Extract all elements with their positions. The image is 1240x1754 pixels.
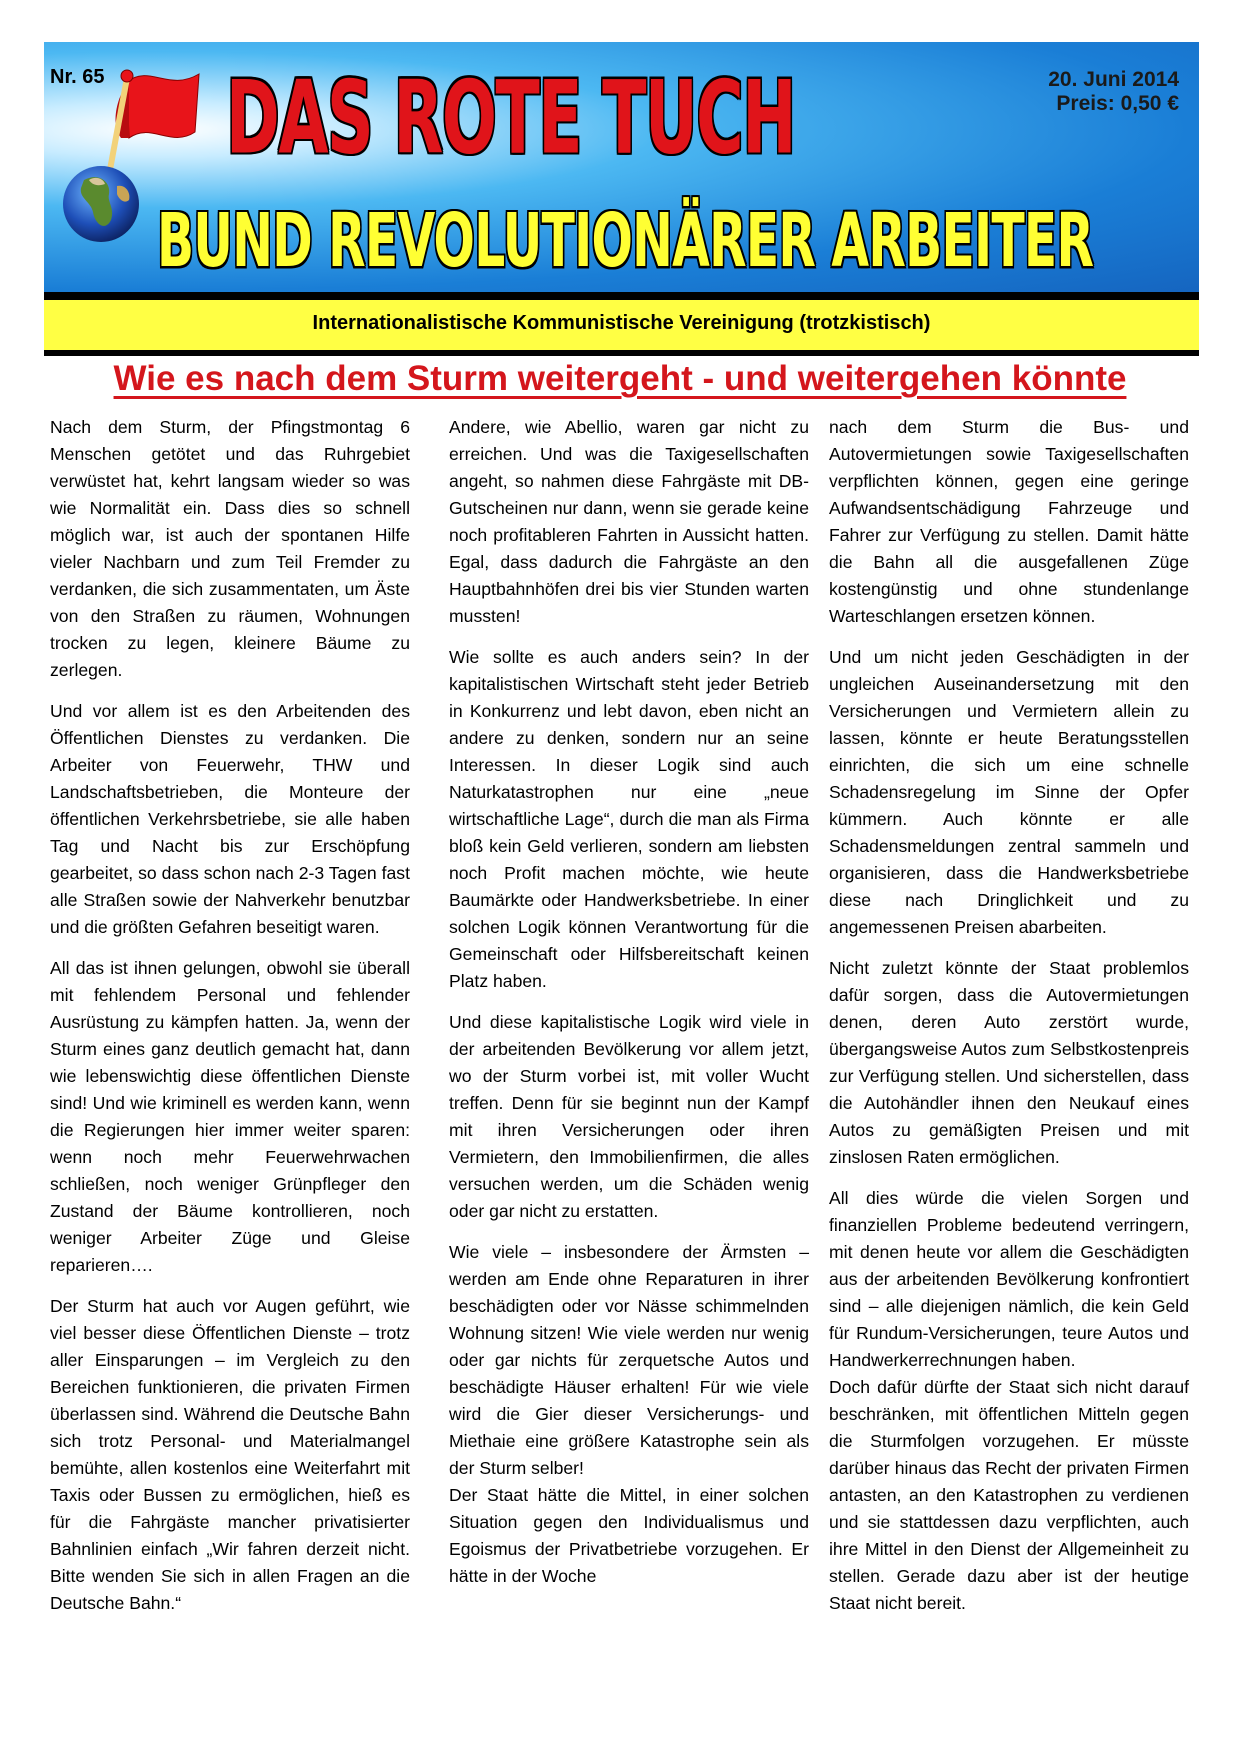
divider-bottom [44, 350, 1199, 356]
tagline: Internationalistische Kommunistische Vereinigung (trotzkistisch) [312, 312, 931, 334]
date-price-box [1048, 68, 1179, 116]
paragraph: Andere, wie Abellio, waren gar nicht zu erreichen. Und was die Taxigesellschaften angeht, so nahmen diese Fahrgäste mit DB-Gutscheinen nur dann, wenn sie gerade keine noch profitableren Fahrten in Aussicht hatten. Egal, dass dadurch die Fahrgäste an den Hauptbahnhöfen drei bis vier Stunden warten mussten! [449, 417, 809, 626]
paragraph: All dies würde die vielen Sorgen und finanziellen Probleme bedeutend verringern, mit denen heute vor allem die Geschädigten aus der arbeitenden Bevölkerung konfrontiert sind – alle diejenigen nämlich, die kein Geld für Rundum-Versicherungen, teure Autos und Handwerkerrechnungen haben. [829, 1188, 1189, 1370]
issue-price: Preis: 0,50 € [1056, 92, 1179, 115]
article-column-1 [50, 414, 410, 1631]
paragraph: Und vor allem ist es den Arbeitenden des Öffentlichen Dienstes zu verdanken. Die Arbeiter von Feuerwehr, THW und Landschaftsbetrieben, die Monteure der öffentlichen Verkehrsbetriebe, sie alle haben Tag und Nacht bis zur Erschöpfung gearbeitet, so dass schon nach 2-3 Tagen fast alle Straßen sowie der Nahverkehr benutzbar und die größten Gefahren beseitigt waren. [50, 701, 410, 937]
article-headline: Wie es nach dem Sturm weitergeht - und weitergehen könnte [113, 359, 1127, 398]
issue-date: 20. Juni 2014 [1048, 68, 1179, 91]
paragraph: nach dem Sturm die Bus- und Autovermietungen sowie Taxigesellschaften verpflichten können, gegen eine geringe Aufwandsentschädigung Fahrzeuge und Fahrer zur Verfügung zu stellen. Damit hätte die Bahn all die ausgefallenen Züge kostengünstig und ohne stundenlange Warteschlangen ersetzen können. [829, 417, 1189, 626]
paragraph: Wie viele – insbesondere der Ärmsten – werden am Ende ohne Reparaturen in ihrer beschädigten oder vor Nässe schimmelnden Wohnung sitzen! Wie viele werden nur wenig oder gar nichts für zerquetsche Autos und beschädigte Häuser erhalten! Für wie viele wird die Gier dieser Versicherungs- und Miethaie eine größere Katastrophe sein als der Sturm selber! [449, 1242, 809, 1478]
article-column-3 [829, 414, 1189, 1631]
tagline-bar [44, 300, 1199, 350]
paragraph: Der Sturm hat auch vor Augen geführt, wie viel besser diese Öffentlichen Dienste – trotz aller Einsparungen – im Vergleich zu den Bereichen funktionieren, die privaten Firmen überlassen sind. Während die Deutsche Bahn sich trotz Personal- und Materialmangel bemühte, allen kostenlos eine Weiterfahrt mit Taxis oder Bussen zu ermöglichen, hieß es für die Fahrgäste mancher privatisierter Bahnlinien einfach „Wir fahren derzeit nicht. Bitte wenden Sie sich in allen Fragen an die Deutsche Bahn.“ [50, 1296, 410, 1613]
paragraph: Doch dafür dürfte der Staat sich nicht darauf beschränken, mit öffentlichen Mitteln gegen die Sturmfolgen vorzugehen. Er müsste darüber hinaus das Recht der privaten Firmen antasten, an den Katastrophen zu verdienen und sie stattdessen dazu verpflichten, auch ihre Mittel in den Dienst der Allgemeinheit zu stellen. Gerade dazu aber ist der heutige Staat nicht bereit. [829, 1377, 1189, 1613]
newspaper-title: DAS ROTE TUCH [226, 59, 796, 178]
masthead [44, 42, 1199, 292]
paragraph: Nicht zuletzt könnte der Staat problemlos dafür sorgen, dass die Autovermietungen denen, deren Auto zerstört wurde, übergangsweise Autos zum Selbstkostenpreis zur Verfügung stellen. Und sicherstellen, dass die Autohändler ihnen den Neukauf eines Autos zu gemäßigten Preisen und mit zinslosen Raten ermöglichen. [829, 958, 1189, 1167]
article-column-2 [449, 414, 809, 1604]
issue-number: Nr. 65 [50, 66, 105, 88]
paragraph: Wie sollte es auch anders sein? In der kapitalistischen Wirtschaft steht jeder Betrieb in Konkurrenz und lebt davon, eben nicht an andere zu denken, sondern nur an seine Interessen. In dieser Logik sind auch Naturkatastrophen nur eine „neue wirtschaftliche Lage“, durch die man als Firma bloß kein Geld verlieren, sondern am liebsten noch Profit machen möchte, wie heute Baumärkte oder Handwerksbetriebe. In einer solchen Logik können Verantwortung für die Gemeinschaft oder Hilfsbereitschaft keinen Platz haben. [449, 647, 809, 991]
paragraph: Der Staat hätte die Mittel, in einer solchen Situation gegen den Individualismus und Egoismus der Privatbetriebe vorzugehen. Er hätte in der Woche [449, 1485, 809, 1586]
paragraph: All das ist ihnen gelungen, obwohl sie überall mit fehlendem Personal und fehlender Ausrüstung zu kämpfen hatten. Ja, wenn der Sturm eines ganz deutlich gemacht hat, dann wie lebenswichtig diese öffentlichen Dienste sind! Und wie kriminell es werden kann, wenn die Regierungen hier immer weiter sparen: wenn noch mehr Feuerwehrwachen schließen, noch weniger Grünpfleger den Zustand der Bäume kontrollieren, noch weniger Arbeiter Züge und Gleise reparieren…. [50, 958, 410, 1275]
organization-name: BUND REVOLUTIONÄRER ARBEITER [157, 197, 1094, 285]
paragraph: Und um nicht jeden Geschädigten in der ungleichen Auseinandersetzung mit den Versicherungen und Vermietern allein zu lassen, könnte er heute Beratungsstellen einrichten, die sich um eine schnelle Schadensregelung im Sinne der Opfer kümmern. Auch könnte er alle Schadensmeldungen zentral sammeln und organisieren, dass die Handwerksbetriebe diese nach Dringlichkeit und zu angemessenen Preisen abarbeiten. [829, 647, 1189, 937]
paragraph: Nach dem Sturm, der Pfingstmontag 6 Menschen getötet und das Ruhrgebiet verwüstet hat, kehrt langsam wieder so was wie Normalität ein. Dass dies so schnell möglich war, ist auch der spontanen Hilfe vieler Nachbarn und zum Teil Fremder zu verdanken, die sich zusammentaten, um Äste von den Straßen zu räumen, Wohnungen trocken zu legen, kleinere Bäume zu zerlegen. [50, 417, 410, 680]
paragraph: Und diese kapitalistische Logik wird viele in der arbeitenden Bevölkerung vor allem jetzt, wo der Sturm vorbei ist, mit voller Wucht treffen. Denn für sie beginnt nun der Kampf mit ihren Versicherungen oder ihren Vermietern, den Immobilienfirmen, die alles versuchen werden, um die Schäden wenig oder gar nicht zu erstatten. [449, 1012, 809, 1221]
divider-top [44, 292, 1199, 300]
